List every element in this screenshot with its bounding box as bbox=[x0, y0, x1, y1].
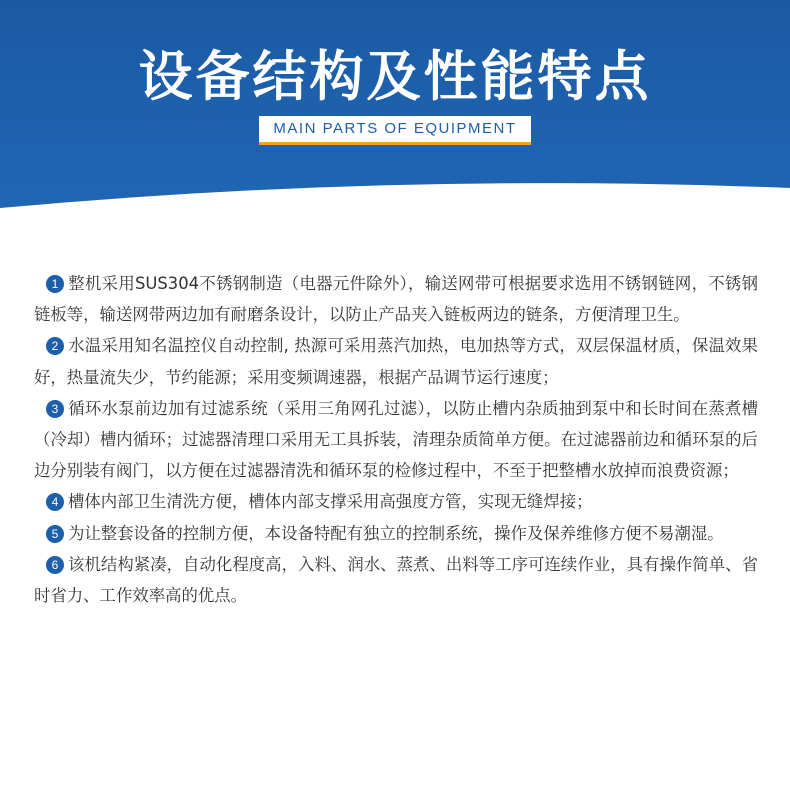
feature-text: 水温采用知名温控仪自动控制, 热源可采用蒸汽加热，电加热等方式，双层保温材质，保温效果好，热量流失少，节约能源；采用变频调速器，根据产品调节运行速度； bbox=[34, 336, 758, 387]
header-banner bbox=[0, 0, 790, 215]
feature-item bbox=[34, 268, 758, 330]
number-badge: 4 bbox=[46, 493, 64, 511]
feature-item bbox=[34, 518, 758, 549]
feature-text: 该机结构紧凑，自动化程度高，入料、润水、蒸煮、出料等工序可连续作业，具有操作简单、省时省力、工作效率高的优点。 bbox=[34, 554, 758, 606]
number-badge: 6 bbox=[46, 556, 64, 574]
page-subtitle: MAIN PARTS OF EQUIPMENT bbox=[259, 116, 530, 145]
feature-text: 整机采用SUS304不锈钢制造（电器元件除外），输送网带可根据要求选用不锈钢链网，不锈钢链板等，输送网带两边加有耐磨条设计，以防止产品夹入链板两边的链条，方便清理卫生。 bbox=[34, 274, 758, 325]
number-badge: 5 bbox=[46, 525, 64, 543]
feature-item bbox=[34, 486, 758, 517]
feature-list bbox=[34, 268, 758, 611]
feature-item bbox=[34, 393, 758, 487]
number-badge: 2 bbox=[46, 337, 64, 355]
number-badge: 3 bbox=[46, 400, 64, 418]
feature-item bbox=[34, 330, 758, 392]
number-badge: 1 bbox=[46, 275, 64, 293]
feature-text: 槽体内部卫生清洗方便，槽体内部支撑采用高强度方管，实现无缝焊接； bbox=[68, 492, 593, 512]
feature-text: 为让整套设备的控制方便，本设备特配有独立的控制系统，操作及保养维修方便不易潮湿。 bbox=[68, 523, 724, 543]
feature-item bbox=[34, 549, 758, 611]
page-title: 设备结构及性能特点 bbox=[138, 45, 652, 108]
feature-text: 循环水泵前边加有过滤系统（采用三角网孔过滤），以防止槽内杂质抽到泵中和长时间在蒸煮槽（冷却）槽内循环；过滤器清理口采用无工具拆装，清理杂质简单方便。在过滤器前边和循环泵的后边分别装有阀门，以方便在过滤器清洗和循环泵的检修过程中，不至于把整槽水放掉而浪费资源； bbox=[34, 398, 758, 481]
